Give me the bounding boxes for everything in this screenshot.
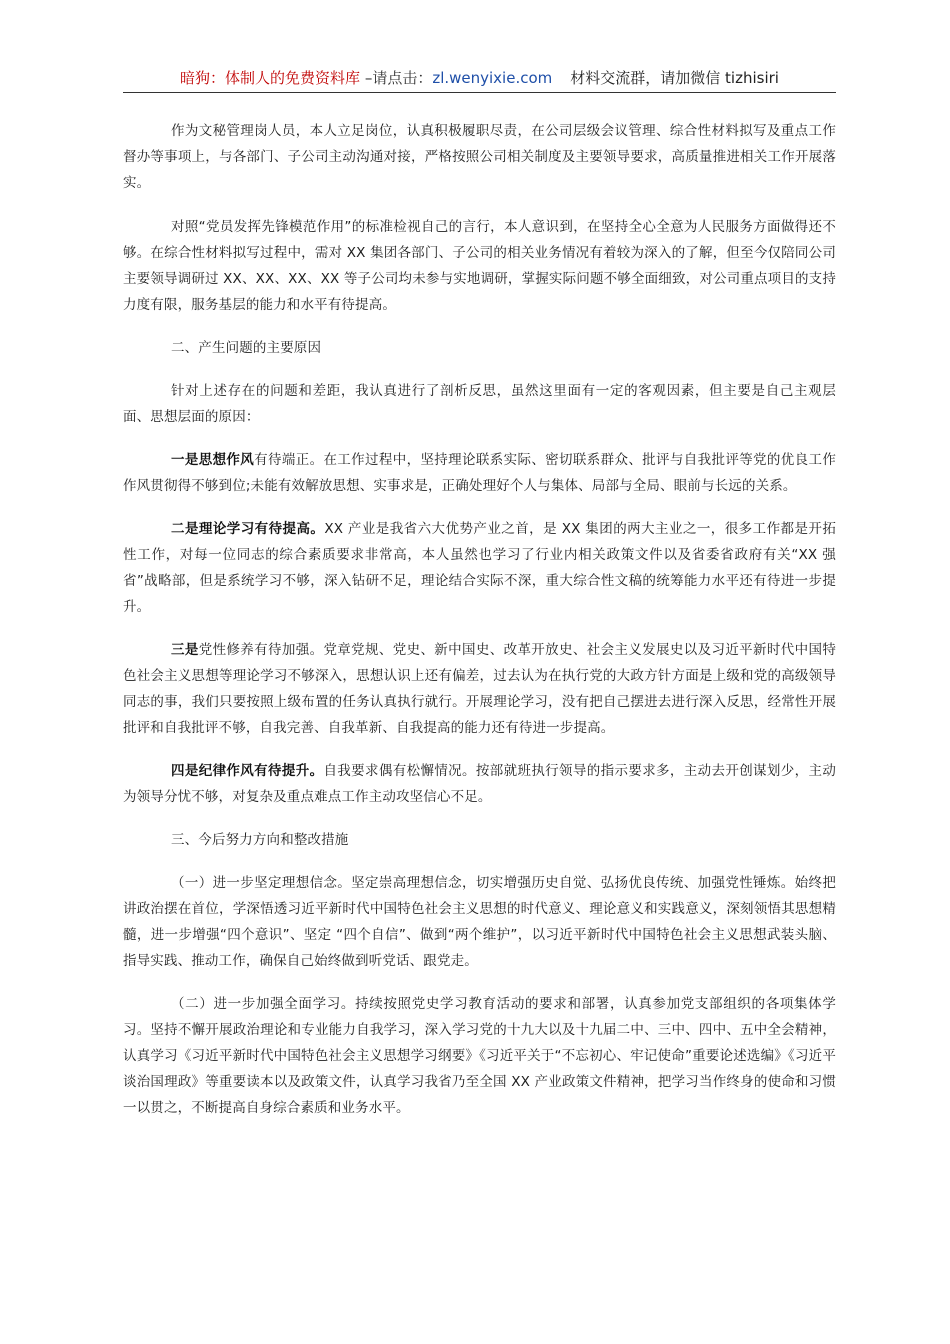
paragraph-text: （一）进一步坚定理想信念。坚定崇高理想信念，切实增强历史自觉、弘扬优良传统、加强党性锤炼。始终把讲政治摆在首位，学深悟透习近平新时代中国特色社会主义思想的时代意义、理论意义和实践意义，深刻领悟其思想精髓，进一步增强“四个意识”、坚定 “四个自信”、做到“两个维护”，以习近平新时代中国特色社会主义思想武装头脑、指导实践、推动工作，确保自己始终做到听党话、跟党走。 (123, 875, 836, 969)
paragraph-text: 自我要求偶有松懈情况。按部就班执行领导的指示要求多，主动去开创谋划少，主动为领导分忧不够，对复杂及重点难点工作主动攻坚信心不足。 (123, 763, 836, 805)
paragraph-text: 有待端正。在工作过程中，坚持理论联系实际、密切联系群众、批评与自我批评等党的优良工作作风贯彻得不够到位;未能有效解放思想、实事求是，正确处理好个人与集体、局部与全局、眼前与长远的关系。 (123, 452, 836, 494)
paragraph-vanguard (123, 214, 836, 318)
header-wechat-note: 材料交流群，请加微信 tizhisiri (570, 69, 779, 87)
paragraph-intro (123, 118, 836, 196)
paragraph-text: XX 产业是我省六大优势产业之首，是 XX 集团的两大主业之一，很多工作都是开拓性工作，对每一位同志的综合素质要求非常高，本人虽然也学习了行业内相关政策文件以及省委省政府有关“XX 强省”战略部，但是系统学习不够，深入钻研不足，理论结合实际不深，重大综合性文稿的统筹能力水平还有待进一步提升。 (123, 521, 836, 615)
paragraph-causes-intro (123, 378, 836, 430)
paragraph-lead: 四是纪律作风有待提升。 (171, 763, 324, 779)
paragraph-text: 作为文秘管理岗人员，本人立足岗位，认真积极履职尽责，在公司层级会议管理、综合性材料拟写及重点工作督办等事项上，与各部门、子公司主动沟通对接，严格按照公司相关制度及主要领导要求，高质量推进相关工作开展落实。 (123, 123, 836, 191)
paragraph-measure-1 (123, 870, 836, 974)
document-body (123, 118, 836, 1121)
paragraph-reason-2 (123, 516, 836, 620)
paragraph-lead: 二是理论学习有待提高。 (171, 521, 325, 537)
paragraph-lead: 三是 (171, 642, 199, 658)
header-url-link[interactable]: zl.wenyixie.com (432, 69, 553, 87)
paragraph-text: 党性修养有待加强。党章党规、党史、新中国史、改革开放史、社会主义发展史以及习近平新时代中国特色社会主义思想等理论学习不够深入，思想认识上还有偏差，过去认为在执行党的大政方针方面是上级和党的高级领导同志的事，我们只要按照上级布置的任务认真执行就行。开展理论学习，没有把自己摆进去进行深入反思，经常性开展批评和自我批评不够，自我完善、自我革新、自我提高的能力还有待进一步提高。 (123, 642, 836, 736)
section-heading-text: 三、今后努力方向和整改措施 (171, 832, 349, 848)
paragraph-text: 对照“党员发挥先锋模范作用”的标准检视自己的言行，本人意识到，在坚持全心全意为人民服务方面做得还不够。在综合性材料拟写过程中，需对 XX 集团各部门、子公司的相关业务情况有着较为深入的了解，但至今仅陪同公司主要领导调研过 XX、XX、XX、XX 等子公司均未参与实地调研，掌握实际问题不够全面细致，对公司重点项目的支持力度有限，服务基层的能力和水平有待提高。 (123, 219, 836, 313)
paragraph-text: 针对上述存在的问题和差距，我认真进行了剖析反思，虽然这里面有一定的客观因素，但主要是自己主观层面、思想层面的原因： (123, 383, 836, 425)
paragraph-reason-1 (123, 447, 836, 499)
section-heading-causes (123, 335, 836, 361)
page-header (123, 64, 836, 93)
paragraph-text: （二）进一步加强全面学习。持续按照党史学习教育活动的要求和部署，认真参加党支部组织的各项集体学习。坚持不懈开展政治理论和专业能力自我学习，深入学习党的十九大以及十九届二中、三中、四中、五中全会精神，认真学习《习近平新时代中国特色社会主义思想学习纲要》《习近平关于“不忘初心、牢记使命”重要论述选编》《习近平谈治国理政》等重要读本以及政策文件，认真学习我省乃至全国 XX 产业政策文件精神，把学习当作终身的使命和习惯一以贯之，不断提高自身综合素质和业务水平。 (123, 996, 836, 1116)
header-brand: 暗狗：体制人的免费资料库 (180, 69, 361, 87)
header-separator: –请点击： (360, 69, 433, 87)
paragraph-measure-2 (123, 991, 836, 1121)
paragraph-reason-4 (123, 758, 836, 810)
section-heading-text: 二、产生问题的主要原因 (171, 340, 322, 356)
paragraph-lead: 一是思想作风 (171, 452, 255, 468)
section-heading-measures (123, 827, 836, 853)
paragraph-reason-3 (123, 637, 836, 741)
